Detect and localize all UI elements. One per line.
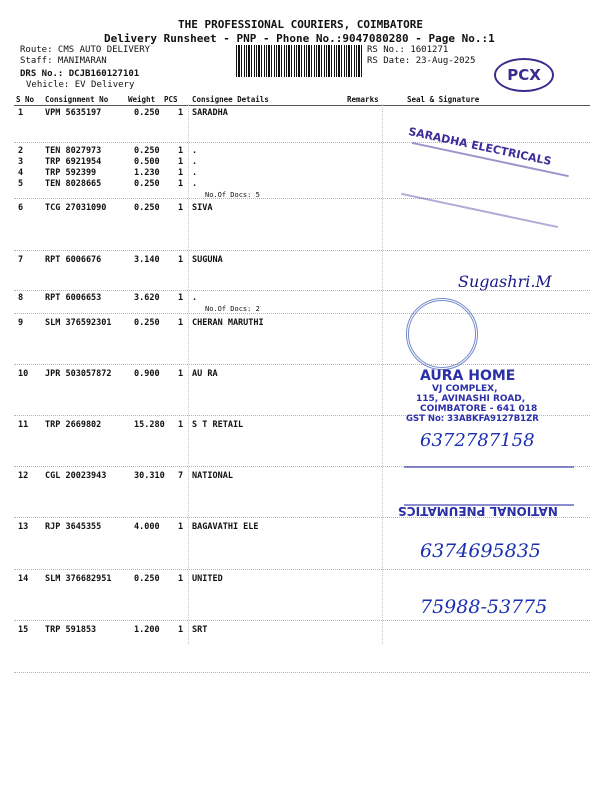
row-weight: 30.310 [134,471,165,481]
route-label: Route: CMS AUTO DELIVERY [20,45,151,55]
row-pcs: 1 [178,522,184,532]
row-weight: 0.250 [134,108,160,118]
row-consignment-no: TRP 592399 [45,168,97,178]
row-consignee: . [192,146,198,156]
company-title: THE PROFESSIONAL COURIERS, COIMBATORE [178,18,424,31]
row-consignment-no: CGL 20023943 [45,471,107,481]
row-consignee: SIVA [192,203,213,213]
rs-number: RS No.: 1601271 [367,45,449,55]
aura-stamp-line: 115, AVINASHI ROAD, [416,394,526,404]
docs-count-note: No.Of Docs: 5 [205,191,260,199]
row-sno: 6 [18,203,24,213]
row-divider [14,620,590,621]
phone-handwritten: 75988-53775 [420,596,548,618]
staff-label: Staff: MANIMARAN [20,56,107,66]
row-sno: 11 [18,420,29,430]
row-pcs: 1 [178,108,184,118]
row-consignee: NATIONAL [192,471,233,481]
aura-stamp-line: GST No: 33ABKFA9127B1ZR [406,414,539,424]
row-consignment-no: RPT 6006653 [45,293,102,303]
row-pcs: 1 [178,318,184,328]
col-remarks: Remarks [347,95,379,104]
row-weight: 0.250 [134,318,160,328]
row-divider [14,672,590,673]
row-pcs: 1 [178,157,184,167]
row-consignment-no: TRP 2669802 [45,420,102,430]
row-weight: 1.230 [134,168,160,178]
row-pcs: 1 [178,168,184,178]
row-pcs: 1 [178,293,184,303]
row-consignee: . [192,179,198,189]
row-sno: 3 [18,157,24,167]
row-consignment-no: RPT 6006676 [45,255,102,265]
row-pcs: 1 [178,179,184,189]
row-sno: 12 [18,471,29,481]
row-sno: 8 [18,293,24,303]
row-consignment-no: TEN 8028665 [45,179,102,189]
row-consignee: SUGUNA [192,255,223,265]
col-seal-signature: Seal & Signature [407,95,480,104]
col-weight: Weight [128,95,156,104]
row-divider [14,569,590,570]
row-sno: 15 [18,625,29,635]
row-weight: 3.140 [134,255,160,265]
row-consignment-no: TRP 6921954 [45,157,102,167]
aura-stamp-line: VJ COMPLEX, [432,384,498,394]
row-divider [14,313,590,314]
row-weight: 0.250 [134,146,160,156]
row-weight: 1.200 [134,625,160,635]
row-weight: 0.250 [134,203,160,213]
row-pcs: 1 [178,203,184,213]
row-pcs: 1 [178,574,184,584]
row-consignment-no: JPR 503057872 [45,369,112,379]
row-pcs: 7 [178,471,184,481]
row-weight: 0.900 [134,369,160,379]
phone-handwritten: 6372787158 [420,430,535,451]
row-consignee: BAGAVATHI ELE [192,522,259,532]
row-sno: 1 [18,108,24,118]
row-consignment-no: TEN 8027973 [45,146,102,156]
row-divider [14,364,590,365]
row-pcs: 1 [178,369,184,379]
row-consignee: SRT [192,625,208,635]
row-sno: 5 [18,179,24,189]
docs-count-note: No.Of Docs: 2 [205,305,260,313]
row-pcs: 1 [178,625,184,635]
row-pcs: 1 [178,420,184,430]
col-consignee: Consignee Details [192,95,269,104]
row-consignment-no: VPM 5635197 [45,108,102,118]
row-consignee: SARADHA [192,108,228,118]
row-consignment-no: RJP 3645355 [45,522,102,532]
row-consignee: . [192,293,198,303]
row-consignment-no: TCG 27031090 [45,203,107,213]
row-sno: 2 [18,146,24,156]
row-pcs: 1 [178,146,184,156]
row-consignment-no: SLM 376592301 [45,318,112,328]
row-consignee: CHERAN MARUTHI [192,318,264,328]
runsheet-subtitle: Delivery Runsheet - PNP - Phone No.:9047080280 - Page No.:1 [104,32,495,45]
row-sno: 7 [18,255,24,265]
row-consignee: UNITED [192,574,223,584]
row-sno: 9 [18,318,24,328]
row-weight: 4.000 [134,522,160,532]
row-consignee: AU RA [192,369,218,379]
pcx-stamp: PCX [494,58,554,92]
row-divider [14,142,590,143]
row-consignee: S T RETAIL [192,420,244,430]
signature-row7: Sugashri.M [458,272,552,291]
aura-stamp-line: COIMBATORE - 641 018 [420,404,538,414]
saradha-stamp: SARADHA ELECTRICALS [407,124,553,169]
row-divider [14,250,590,251]
rs-date: RS Date: 23-Aug-2025 [367,56,476,66]
row-sno: 14 [18,574,29,584]
col-sno: S No [16,95,35,104]
round-seal [406,298,478,370]
barcode [236,45,364,77]
national-stamp: NATIONAL PNEUMATICS [398,504,558,518]
row-weight: 0.500 [134,157,160,167]
row-pcs: 1 [178,255,184,265]
row-consignee: . [192,168,198,178]
aura-stamp-title: AURA HOME [420,368,516,384]
row-weight: 15.280 [134,420,165,430]
row-consignee: . [192,157,198,167]
row-consignment-no: TRP 591853 [45,625,97,635]
vehicle-label: Vehicle: EV Delivery [26,80,135,90]
row-sno: 4 [18,168,24,178]
drs-label: DRS No.: DCJB160127101 [20,69,140,79]
row-weight: 0.250 [134,179,160,189]
row-sno: 13 [18,522,29,532]
col-consignment: Consignment No [45,95,109,104]
col-pcs: PCS [164,95,178,104]
national-stamp-lines [404,466,574,506]
row-weight: 3.620 [134,293,160,303]
phone-handwritten: 6374695835 [420,540,541,562]
row-sno: 10 [18,369,29,379]
row-consignment-no: SLM 376682951 [45,574,112,584]
row-weight: 0.250 [134,574,160,584]
